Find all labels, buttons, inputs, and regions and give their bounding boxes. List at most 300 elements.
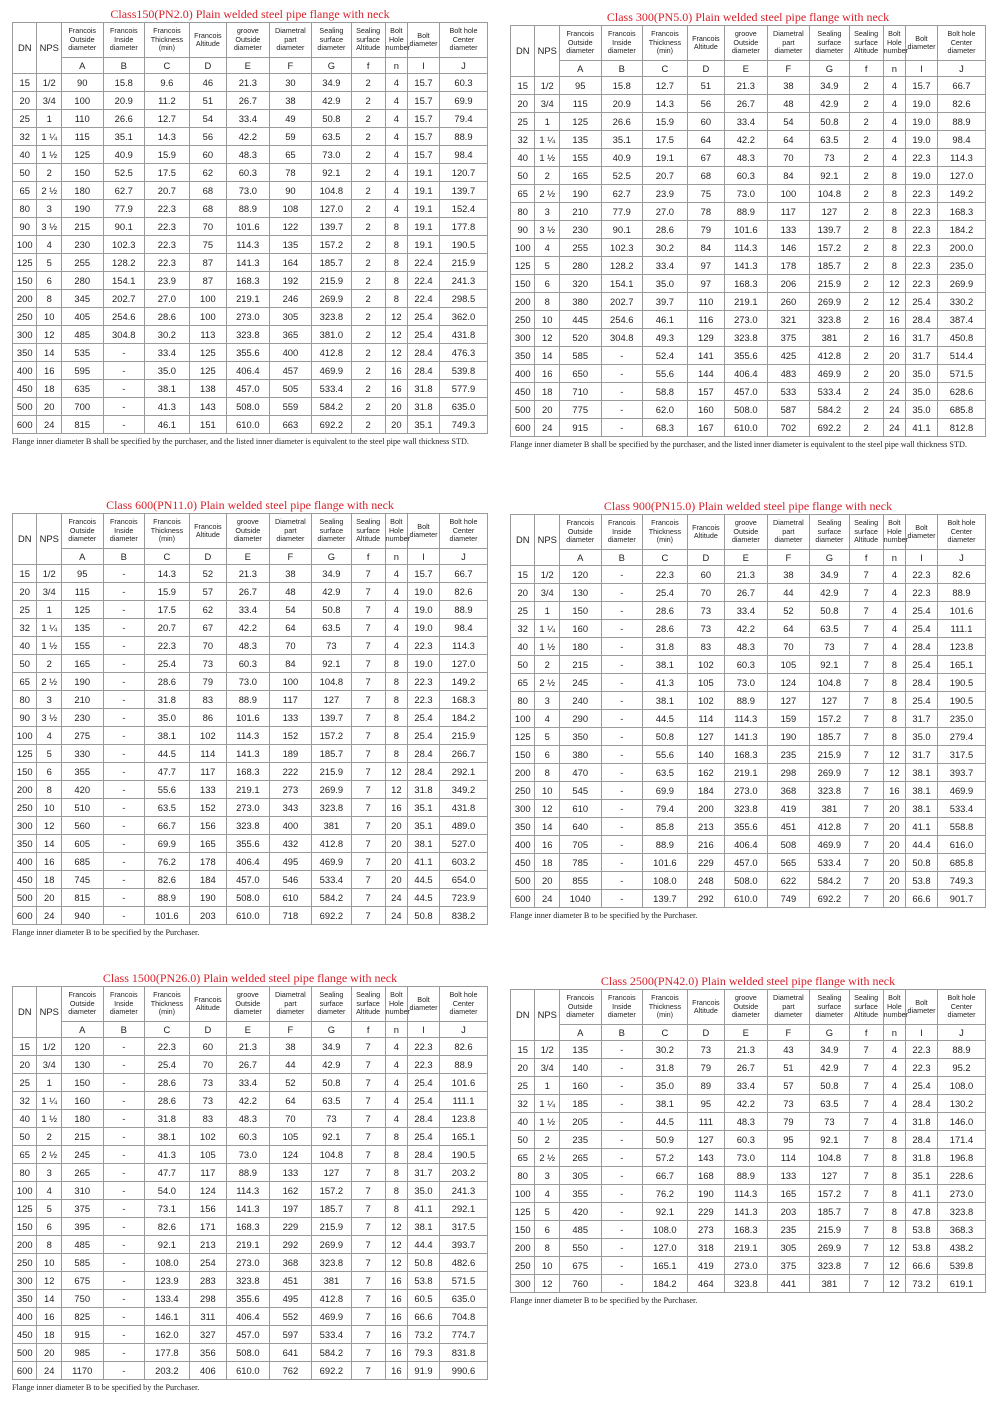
table-cell: 185.7 — [810, 1203, 849, 1221]
table-cell: 53.8 — [906, 1239, 938, 1257]
table-cell: 229 — [269, 1218, 312, 1236]
column-header: Bolt diameter — [408, 23, 440, 58]
table-cell: 10 — [37, 799, 61, 817]
table-cell: 558.8 — [937, 818, 985, 836]
column-header: Bolt hole Center diameter — [937, 26, 985, 61]
table-cell: 73.0 — [227, 182, 270, 200]
table-cell: - — [103, 889, 145, 907]
table-cell: 381 — [312, 817, 351, 835]
table-cell: 60.3 — [227, 1128, 270, 1146]
table-cell: 20 — [511, 1059, 535, 1077]
table-cell: 7 — [849, 782, 883, 800]
table-cell: 406.4 — [227, 362, 270, 380]
table-cell: 149.2 — [439, 673, 487, 691]
table-cell: - — [103, 1092, 145, 1110]
table-cell: 4 — [385, 1056, 407, 1074]
table-cell: 22.3 — [906, 1041, 938, 1059]
table-row — [511, 419, 986, 437]
table-cell: - — [601, 692, 643, 710]
table-cell: 53.8 — [906, 872, 938, 890]
table-cell: 22.3 — [643, 566, 688, 584]
table-cell: 476.3 — [439, 344, 487, 362]
table-cell: 990.6 — [439, 1362, 487, 1380]
table-cell: 143 — [687, 1149, 724, 1167]
table-cell: 587 — [767, 401, 810, 419]
column-letter: n — [883, 61, 905, 77]
table-cell: 10 — [535, 311, 559, 329]
table-cell: 20 — [883, 365, 905, 383]
table-cell: 4 — [37, 236, 61, 254]
table-cell: 12 — [883, 1257, 905, 1275]
table-cell: 141.3 — [725, 1203, 768, 1221]
table-cell: - — [601, 656, 643, 674]
table-cell: 260 — [767, 293, 810, 311]
column-header: Francois Outside diameter — [61, 987, 103, 1022]
table-cell: 66.6 — [906, 890, 938, 908]
table-cell: 2 — [351, 308, 385, 326]
table-cell: 63.5 — [643, 764, 688, 782]
table-cell: 31.7 — [906, 347, 938, 365]
table-cell: 34.9 — [312, 74, 351, 92]
table-cell: 8 — [883, 1185, 905, 1203]
header-row — [13, 23, 488, 58]
table-cell: 4 — [37, 1182, 61, 1200]
table-cell: - — [601, 710, 643, 728]
table-cell: 25.4 — [643, 584, 688, 602]
table-cell: - — [103, 362, 145, 380]
table-cell: 73.0 — [725, 674, 768, 692]
table-cell: 141 — [687, 347, 724, 365]
table-cell: 84 — [269, 655, 312, 673]
table-cell: 34.9 — [312, 1038, 351, 1056]
table-cell: - — [103, 1128, 145, 1146]
table-cell: 89 — [687, 1077, 724, 1095]
table-cell: 8 — [37, 781, 61, 799]
table-cell: 269.9 — [810, 764, 849, 782]
table-cell: 138 — [189, 380, 226, 398]
table-row — [13, 871, 488, 889]
table-cell: 57 — [189, 583, 226, 601]
table-cell: 7 — [351, 1272, 385, 1290]
table-cell: 12 — [385, 781, 407, 799]
table-cell: 52 — [189, 565, 226, 583]
table-cell: - — [601, 1077, 643, 1095]
table-cell: 1 ¼ — [37, 128, 61, 146]
table-cell: 22.3 — [906, 185, 938, 203]
table-cell: 55.6 — [643, 365, 688, 383]
table-cell: 14 — [37, 835, 61, 853]
table-cell: 190.5 — [937, 692, 985, 710]
table-cell: 610.0 — [227, 907, 270, 925]
table-cell: 305 — [767, 1239, 810, 1257]
table-cell: 101.6 — [725, 221, 768, 239]
table-cell: 15.7 — [408, 128, 440, 146]
table-cell: 190 — [687, 1185, 724, 1203]
table-cell: 273.0 — [227, 799, 270, 817]
table-cell: 20 — [13, 1056, 37, 1074]
table-cell: 206 — [767, 275, 810, 293]
table-cell: 500 — [511, 872, 535, 890]
column-letter: I — [408, 58, 440, 74]
table-cell: 28.4 — [906, 311, 938, 329]
table-row — [511, 602, 986, 620]
table-cell: 305 — [559, 1167, 601, 1185]
table-cell: 654.0 — [439, 871, 487, 889]
table-cell: 88.9 — [937, 1041, 985, 1059]
table-cell: 100 — [61, 92, 103, 110]
table-cell: 311 — [189, 1308, 226, 1326]
table-row — [13, 1164, 488, 1182]
table-cell: 2 — [37, 1128, 61, 1146]
table-cell: 76.2 — [145, 853, 190, 871]
table-cell: 1 ½ — [37, 637, 61, 655]
column-letter: n — [385, 1022, 407, 1038]
table-cell: 230 — [61, 236, 103, 254]
table-cell: 124 — [189, 1182, 226, 1200]
table-cell: 73.1 — [145, 1200, 190, 1218]
table-cell: 597 — [269, 1326, 312, 1344]
table-cell: 50.8 — [408, 1254, 440, 1272]
table-cell: 102.3 — [103, 236, 145, 254]
column-letter: f — [351, 549, 385, 565]
column-header: Bolt diameter — [906, 26, 938, 61]
table-cell: 17.5 — [643, 131, 688, 149]
table-cell: 2 ½ — [37, 673, 61, 691]
table-cell: 178 — [189, 853, 226, 871]
table-cell: 157.2 — [810, 1185, 849, 1203]
table-cell: 47.7 — [145, 763, 190, 781]
table-cell: 350 — [511, 347, 535, 365]
table-cell: 16 — [385, 1362, 407, 1380]
table-cell: 760 — [559, 1275, 601, 1293]
table-cell: 165.1 — [937, 656, 985, 674]
table-cell: 151 — [189, 416, 226, 434]
table-row — [511, 203, 986, 221]
column-letter: D — [189, 549, 226, 565]
table-cell: 7 — [849, 1185, 883, 1203]
table-cell: 68 — [189, 200, 226, 218]
column-header: Bolt Hole number — [385, 514, 407, 549]
table-cell: 241.3 — [439, 272, 487, 290]
table-cell: 2 — [351, 110, 385, 128]
table-cell: 156 — [189, 817, 226, 835]
table-cell: 33.4 — [227, 1074, 270, 1092]
table-cell: 48.3 — [227, 146, 270, 164]
table-cell: 35.1 — [906, 1167, 938, 1185]
table-cell: 66.7 — [439, 565, 487, 583]
table-cell: 7 — [849, 1257, 883, 1275]
table-cell: 104.8 — [810, 185, 849, 203]
flange-panel-class1500 — [12, 970, 488, 1393]
table-cell: 269.9 — [312, 781, 351, 799]
table-cell: 20 — [13, 583, 37, 601]
table-cell: 66.7 — [937, 77, 985, 95]
table-cell: 52.5 — [601, 167, 643, 185]
table-cell: 38.1 — [906, 782, 938, 800]
table-cell: 15.7 — [408, 92, 440, 110]
column-letter: E — [725, 61, 768, 77]
column-letter: E — [725, 550, 768, 566]
table-cell: 54 — [767, 113, 810, 131]
table-cell: 20 — [883, 854, 905, 872]
table-cell: 59 — [269, 128, 312, 146]
table-cell: 622 — [767, 872, 810, 890]
table-cell: 675 — [61, 1272, 103, 1290]
column-header: groove Outside diameter — [227, 23, 270, 58]
table-cell: 35.0 — [145, 709, 190, 727]
column-letter: J — [937, 550, 985, 566]
table-row — [511, 710, 986, 728]
table-row — [511, 131, 986, 149]
column-header: Sealing surface Altitude — [849, 26, 883, 61]
table-cell: 7 — [849, 764, 883, 782]
table-cell: 4 — [883, 1095, 905, 1113]
table-cell: 7 — [351, 817, 385, 835]
header-row — [13, 514, 488, 549]
table-cell: 62.7 — [601, 185, 643, 203]
table-cell: 610.0 — [725, 419, 768, 437]
column-letter: D — [189, 58, 226, 74]
table-cell: 200.0 — [937, 239, 985, 257]
table-cell: 17.5 — [145, 164, 190, 182]
table-cell: 168.3 — [725, 746, 768, 764]
table-cell: 4 — [883, 131, 905, 149]
table-cell: 7 — [849, 728, 883, 746]
table-cell: 3/4 — [535, 95, 559, 113]
table-cell: 23.9 — [643, 185, 688, 203]
table-cell: 15 — [511, 566, 535, 584]
table-cell: 273.0 — [227, 1254, 270, 1272]
table-cell: 7 — [351, 709, 385, 727]
table-cell: 400 — [269, 344, 312, 362]
table-cell: 8 — [883, 674, 905, 692]
table-cell: 32 — [13, 128, 37, 146]
table-cell: - — [103, 763, 145, 781]
column-letter: B — [103, 58, 145, 74]
table-cell: 222 — [269, 763, 312, 781]
column-letter: f — [351, 58, 385, 74]
column-header: Francois Thickness (min) — [643, 26, 688, 61]
table-cell: 469.9 — [312, 1308, 351, 1326]
table-cell: 445 — [559, 311, 601, 329]
table-cell: 95 — [559, 77, 601, 95]
table-cell: 92.1 — [810, 1131, 849, 1149]
table-cell: 368 — [767, 782, 810, 800]
table-cell: 127.0 — [643, 1239, 688, 1257]
column-header: Bolt hole Center diameter — [439, 987, 487, 1022]
table-cell: 215.9 — [810, 1221, 849, 1239]
table-cell: 20 — [37, 1344, 61, 1362]
table-cell: 128.2 — [601, 257, 643, 275]
table-cell: 38 — [269, 92, 312, 110]
table-cell: 101.6 — [937, 602, 985, 620]
table-row — [511, 383, 986, 401]
table-cell: 125 — [189, 362, 226, 380]
table-cell: 1/2 — [535, 77, 559, 95]
table-cell: 406.4 — [725, 365, 768, 383]
table-cell: 300 — [511, 800, 535, 818]
table-cell: 1 ¼ — [37, 1092, 61, 1110]
table-cell: - — [103, 817, 145, 835]
table-cell: 133 — [269, 709, 312, 727]
table-cell: 19.0 — [906, 167, 938, 185]
table-cell: 8 — [385, 1146, 407, 1164]
table-cell: 16 — [535, 365, 559, 383]
table-cell: 108.0 — [937, 1077, 985, 1095]
table-cell: - — [601, 566, 643, 584]
table-cell: 4 — [535, 710, 559, 728]
table-cell: 1 ¼ — [535, 131, 559, 149]
table-row — [13, 326, 488, 344]
table-cell: 30 — [269, 74, 312, 92]
table-cell: 4 — [883, 602, 905, 620]
table-cell: 46 — [189, 74, 226, 92]
table-cell: 83 — [189, 1110, 226, 1128]
table-cell: 102 — [687, 656, 724, 674]
column-header: Bolt Hole number — [883, 990, 905, 1025]
table-cell: 52 — [767, 602, 810, 620]
table-cell: 159 — [767, 710, 810, 728]
table-cell: 7 — [849, 1041, 883, 1059]
table-cell: 41.1 — [906, 1185, 938, 1203]
table-cell: 6 — [535, 1221, 559, 1239]
table-cell: 73.0 — [227, 673, 270, 691]
table-note: Flange inner diameter B shall be specified by the purchaser, and the listed inner diameter is equivalent to the steel pipe wall thickness STD. — [12, 437, 469, 446]
table-cell: 144 — [687, 365, 724, 383]
table-row — [511, 239, 986, 257]
table-cell: 2 — [849, 401, 883, 419]
table-cell: 42.9 — [312, 92, 351, 110]
column-letter: G — [312, 1022, 351, 1038]
table-row — [511, 1257, 986, 1275]
table-cell: 15.7 — [906, 77, 938, 95]
table-cell: 42.9 — [312, 583, 351, 601]
table-cell: 323.8 — [937, 1203, 985, 1221]
table-cell: 22.3 — [408, 1056, 440, 1074]
table-cell: 749 — [767, 890, 810, 908]
table-cell: 533.4 — [312, 1326, 351, 1344]
table-cell: 18 — [37, 871, 61, 889]
table-cell: 19.1 — [643, 149, 688, 167]
table-cell: 4 — [385, 146, 407, 164]
table-cell: - — [103, 853, 145, 871]
table-cell: 4 — [535, 239, 559, 257]
table-cell: 164 — [269, 254, 312, 272]
table-cell: 184.2 — [937, 221, 985, 239]
table-cell: 104.8 — [312, 1146, 351, 1164]
table-cell: 650 — [559, 365, 601, 383]
table-cell: 69.9 — [643, 782, 688, 800]
column-header: Bolt Hole number — [385, 987, 407, 1022]
column-header: Francois Outside diameter — [61, 23, 103, 58]
table-row — [511, 329, 986, 347]
table-cell: 51 — [189, 92, 226, 110]
table-cell: 152 — [189, 799, 226, 817]
table-cell: 200 — [511, 1239, 535, 1257]
table-cell: 185.7 — [312, 254, 351, 272]
table-cell: 42.2 — [227, 619, 270, 637]
table-cell: 14.3 — [145, 128, 190, 146]
table-row — [13, 1218, 488, 1236]
table-cell: 12 — [385, 763, 407, 781]
table-cell: 425 — [767, 347, 810, 365]
table-cell: 44.5 — [643, 710, 688, 728]
table-cell: 451 — [269, 1272, 312, 1290]
table-cell: 406 — [189, 1362, 226, 1380]
table-cell: 73.2 — [408, 1326, 440, 1344]
table-cell: 48 — [767, 95, 810, 113]
table-cell: 25.4 — [906, 656, 938, 674]
table-cell: 7 — [849, 836, 883, 854]
table-cell: 292.1 — [439, 1200, 487, 1218]
table-cell: 38 — [767, 566, 810, 584]
table-row — [511, 854, 986, 872]
table-cell: - — [601, 1203, 643, 1221]
table-cell: 40.9 — [103, 146, 145, 164]
table-cell: 65 — [13, 1146, 37, 1164]
table-cell: 168.3 — [725, 275, 768, 293]
table-cell: 355.6 — [227, 1290, 270, 1308]
table-cell: 84 — [767, 167, 810, 185]
column-header: DN — [13, 987, 37, 1038]
table-cell: 269.9 — [810, 1239, 849, 1257]
table-cell: 73 — [312, 1110, 351, 1128]
table-cell: 1/2 — [535, 566, 559, 584]
table-cell: - — [601, 1221, 643, 1239]
table-cell: 355 — [559, 1185, 601, 1203]
table-cell: 157 — [687, 383, 724, 401]
table-cell: 14 — [535, 347, 559, 365]
table-cell: 31.8 — [145, 1110, 190, 1128]
table-row — [511, 764, 986, 782]
table-cell: 177.8 — [145, 1344, 190, 1362]
table-cell: 105 — [767, 656, 810, 674]
table-row — [13, 1200, 488, 1218]
table-cell: 47.8 — [906, 1203, 938, 1221]
table-cell: 2 — [351, 344, 385, 362]
table-cell: 7 — [351, 799, 385, 817]
table-cell: 130 — [559, 584, 601, 602]
table-cell: 31.8 — [906, 1113, 938, 1131]
table-cell: 815 — [61, 416, 103, 434]
table-cell: 7 — [351, 1038, 385, 1056]
table-cell: 584.2 — [312, 889, 351, 907]
table-cell: 7 — [351, 1110, 385, 1128]
table-row — [511, 638, 986, 656]
table-cell: 35.1 — [103, 128, 145, 146]
table-cell: 146 — [767, 239, 810, 257]
table-cell: 381 — [810, 329, 849, 347]
table-cell: 483 — [767, 365, 810, 383]
table-cell: 265 — [61, 1164, 103, 1182]
table-cell: 25.4 — [408, 326, 440, 344]
table-cell: - — [103, 673, 145, 691]
table-cell: 450.8 — [937, 329, 985, 347]
table-row — [13, 1128, 488, 1146]
table-cell: 73 — [810, 638, 849, 656]
table-cell: 255 — [61, 254, 103, 272]
table-row — [13, 1362, 488, 1380]
table-cell: 749.3 — [937, 872, 985, 890]
column-header: Sealing surface Altitude — [849, 515, 883, 550]
table-cell: 78 — [269, 164, 312, 182]
table-cell: 7 — [351, 673, 385, 691]
table-cell: 192 — [269, 272, 312, 290]
table-cell: 24 — [385, 889, 407, 907]
table-cell: 127 — [810, 203, 849, 221]
table-cell: 92.1 — [810, 167, 849, 185]
table-cell: 22.3 — [408, 637, 440, 655]
